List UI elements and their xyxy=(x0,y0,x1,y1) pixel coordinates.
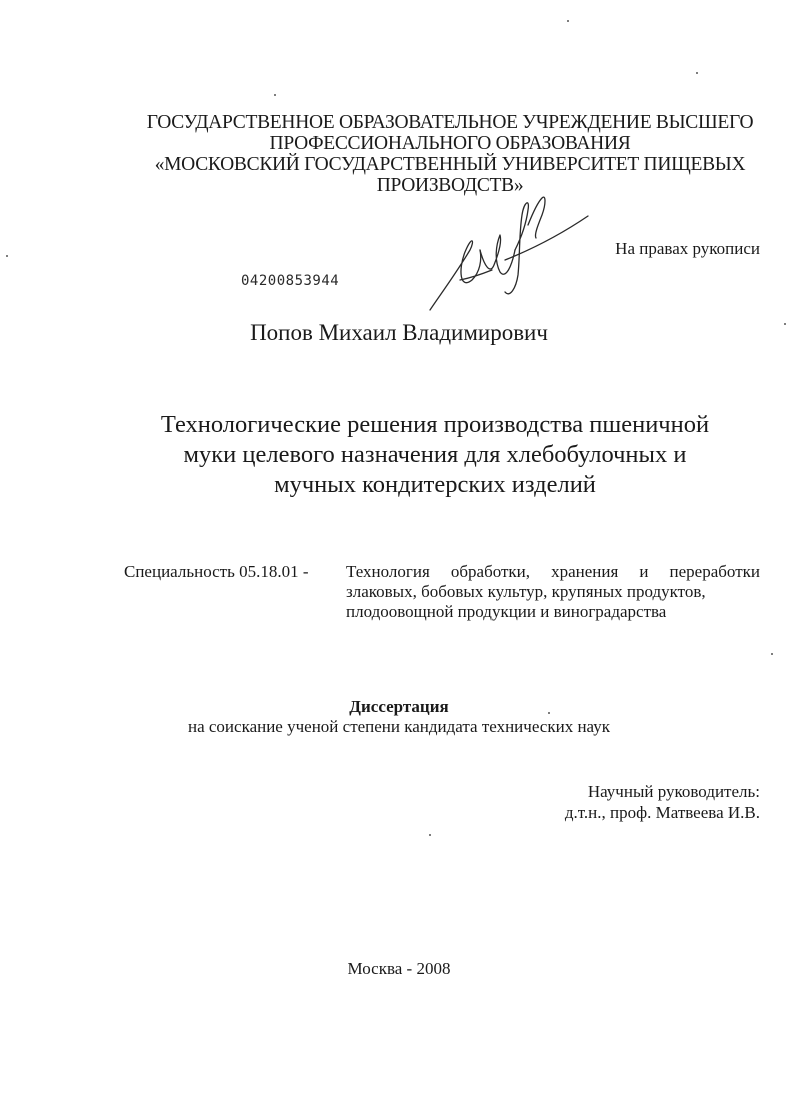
scan-speck xyxy=(548,712,550,714)
title-line-1: Технологические решения производства пшеничной xyxy=(160,411,710,438)
scan-speck xyxy=(771,653,773,655)
institution-line-4: ПРОИЗВОДСТВ» xyxy=(376,175,524,196)
scan-speck xyxy=(696,72,698,74)
scan-speck xyxy=(274,94,276,96)
institution-line-2: ПРОФЕССИОНАЛЬНОГО ОБРАЗОВАНИЯ xyxy=(269,133,631,154)
scan-speck xyxy=(567,20,569,22)
scan-speck xyxy=(784,323,786,325)
dissertation-block xyxy=(0,697,798,737)
specialty-line-2: злаковых, бобовых культур, крупяных продуктов, xyxy=(346,582,706,601)
advisor-block xyxy=(460,781,760,823)
dissertation-title xyxy=(80,410,790,500)
dissertation-subtitle: на соискание ученой степени кандидата технических наук xyxy=(187,717,610,736)
institution-line-3: «МОСКОВСКИЙ ГОСУДАРСТВЕННЫЙ УНИВЕРСИТЕТ ПИЩЕВЫХ xyxy=(154,154,746,175)
rights-note: На правах рукописи xyxy=(615,239,760,258)
scan-speck xyxy=(6,255,8,257)
scan-speck xyxy=(429,834,431,836)
advisor-name: д.т.н., проф. Матвеева И.В. xyxy=(564,803,760,822)
specialty-block xyxy=(124,562,760,622)
specialty-line-3: плодоовощной продукции и виноградарства xyxy=(346,602,667,621)
title-line-3: мучных кондитерских изделий xyxy=(274,471,596,498)
dissertation-heading: Диссертация xyxy=(349,697,449,716)
registration-number: 04200853944 xyxy=(241,273,340,289)
city-year: Москва - 2008 xyxy=(347,959,451,978)
author-name: Попов Михаил Владимирович xyxy=(250,320,548,345)
institution-line-1: ГОСУДАРСТВЕННОЕ ОБРАЗОВАТЕЛЬНОЕ УЧРЕЖДЕНИЕ ВЫСШЕГО xyxy=(146,112,754,133)
title-line-2: муки целевого назначения для хлебобулочных и xyxy=(183,441,687,468)
specialty-label: Специальность 05.18.01 - xyxy=(124,562,309,581)
advisor-label: Научный руководитель: xyxy=(587,782,760,801)
specialty-line-1: Технология обработки, хранения и переработки xyxy=(346,562,760,581)
